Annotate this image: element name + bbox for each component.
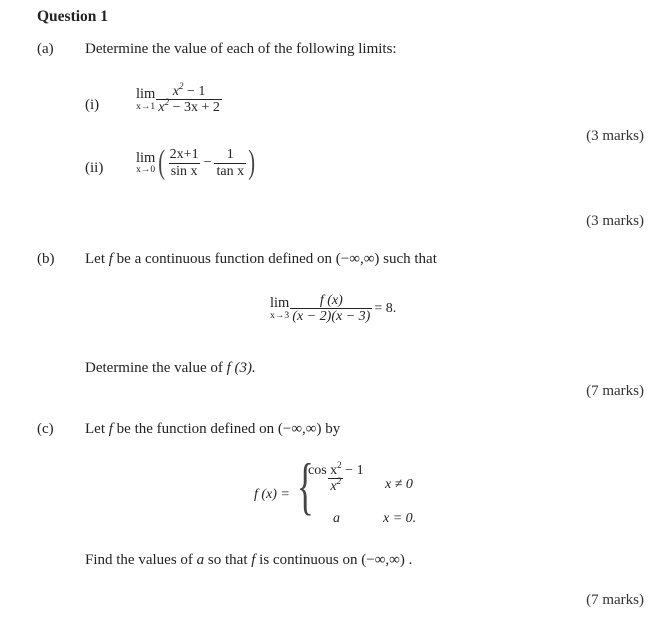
limit-i-denominator: $x^2 - 3x + 2$ bbox=[158, 97, 220, 116]
question-title: Question 1 bbox=[37, 8, 109, 25]
item-i-label: (i) bbox=[85, 97, 100, 113]
right-paren: ) bbox=[248, 144, 256, 181]
part-b-statement: Let f be a continuous function defined on (−∞,∞) such that bbox=[85, 251, 437, 267]
case-2-value: a bbox=[333, 511, 340, 526]
minus-sign: − bbox=[203, 155, 212, 170]
item-ii-marks: (3 marks) bbox=[586, 213, 644, 229]
limit-ii-subscript: x→0 bbox=[136, 165, 156, 175]
limit-b-expression bbox=[270, 293, 396, 325]
limit-b-fraction bbox=[290, 293, 372, 325]
part-c-find: Find the values of a so that f is continuous on (−∞,∞) . bbox=[85, 552, 413, 568]
part-b-label: (b) bbox=[37, 251, 55, 267]
limit-ii-fraction-2 bbox=[214, 147, 246, 179]
limit-b-denominator: (x − 2)(x − 3) bbox=[292, 309, 371, 325]
case-1-denominator: $x^2$ bbox=[330, 476, 342, 495]
case-1-condition: x ≠ 0 bbox=[385, 477, 413, 492]
limit-i-lim: lim bbox=[136, 86, 156, 103]
part-c-statement: Let f be the function defined on (−∞,∞) by bbox=[85, 421, 341, 437]
limit-b-subscript: x→3 bbox=[270, 310, 290, 321]
fraction-2-numerator: 1 bbox=[226, 147, 234, 163]
limit-ii-fraction-1 bbox=[168, 147, 201, 179]
fraction-1-denominator: sin x bbox=[170, 163, 198, 179]
part-c-label: (c) bbox=[37, 421, 54, 437]
limit-ii-expression bbox=[136, 146, 257, 180]
left-paren: ( bbox=[158, 144, 166, 181]
piecewise-brace: { bbox=[296, 450, 314, 521]
part-b-marks: (7 marks) bbox=[586, 383, 644, 399]
limit-i-operator bbox=[136, 87, 155, 112]
part-a-instruction: Determine the value of each of the following limits: bbox=[85, 41, 397, 57]
case-1-fraction bbox=[306, 460, 366, 495]
part-b-determine: Determine the value of f (3). bbox=[85, 360, 256, 376]
case-1-numerator: $\cos x^2 - 1$ bbox=[308, 460, 364, 478]
fraction-1-numerator: 2x+1 bbox=[169, 147, 199, 163]
limit-i-expression bbox=[136, 81, 222, 116]
limit-ii-lim: lim bbox=[136, 149, 156, 166]
fraction-2-denominator: tan x bbox=[216, 163, 245, 179]
part-a-label: (a) bbox=[37, 41, 54, 57]
limit-i-subscript: x→1 bbox=[136, 101, 156, 112]
piecewise-lhs: f (x) = bbox=[254, 487, 290, 502]
limit-b-rhs: = 8. bbox=[374, 300, 397, 316]
limit-b-operator bbox=[270, 296, 289, 321]
item-i-marks: (3 marks) bbox=[586, 128, 644, 144]
limit-b-lim: lim bbox=[270, 295, 290, 312]
limit-i-numerator: $x^2 - 1$ bbox=[172, 81, 206, 99]
limit-i-fraction bbox=[156, 81, 222, 116]
case-2-condition: x = 0. bbox=[383, 511, 417, 526]
limit-ii-operator bbox=[136, 151, 155, 176]
part-c-marks: (7 marks) bbox=[586, 592, 644, 608]
item-ii-label: (ii) bbox=[85, 160, 104, 176]
limit-b-numerator: f (x) bbox=[319, 293, 343, 308]
